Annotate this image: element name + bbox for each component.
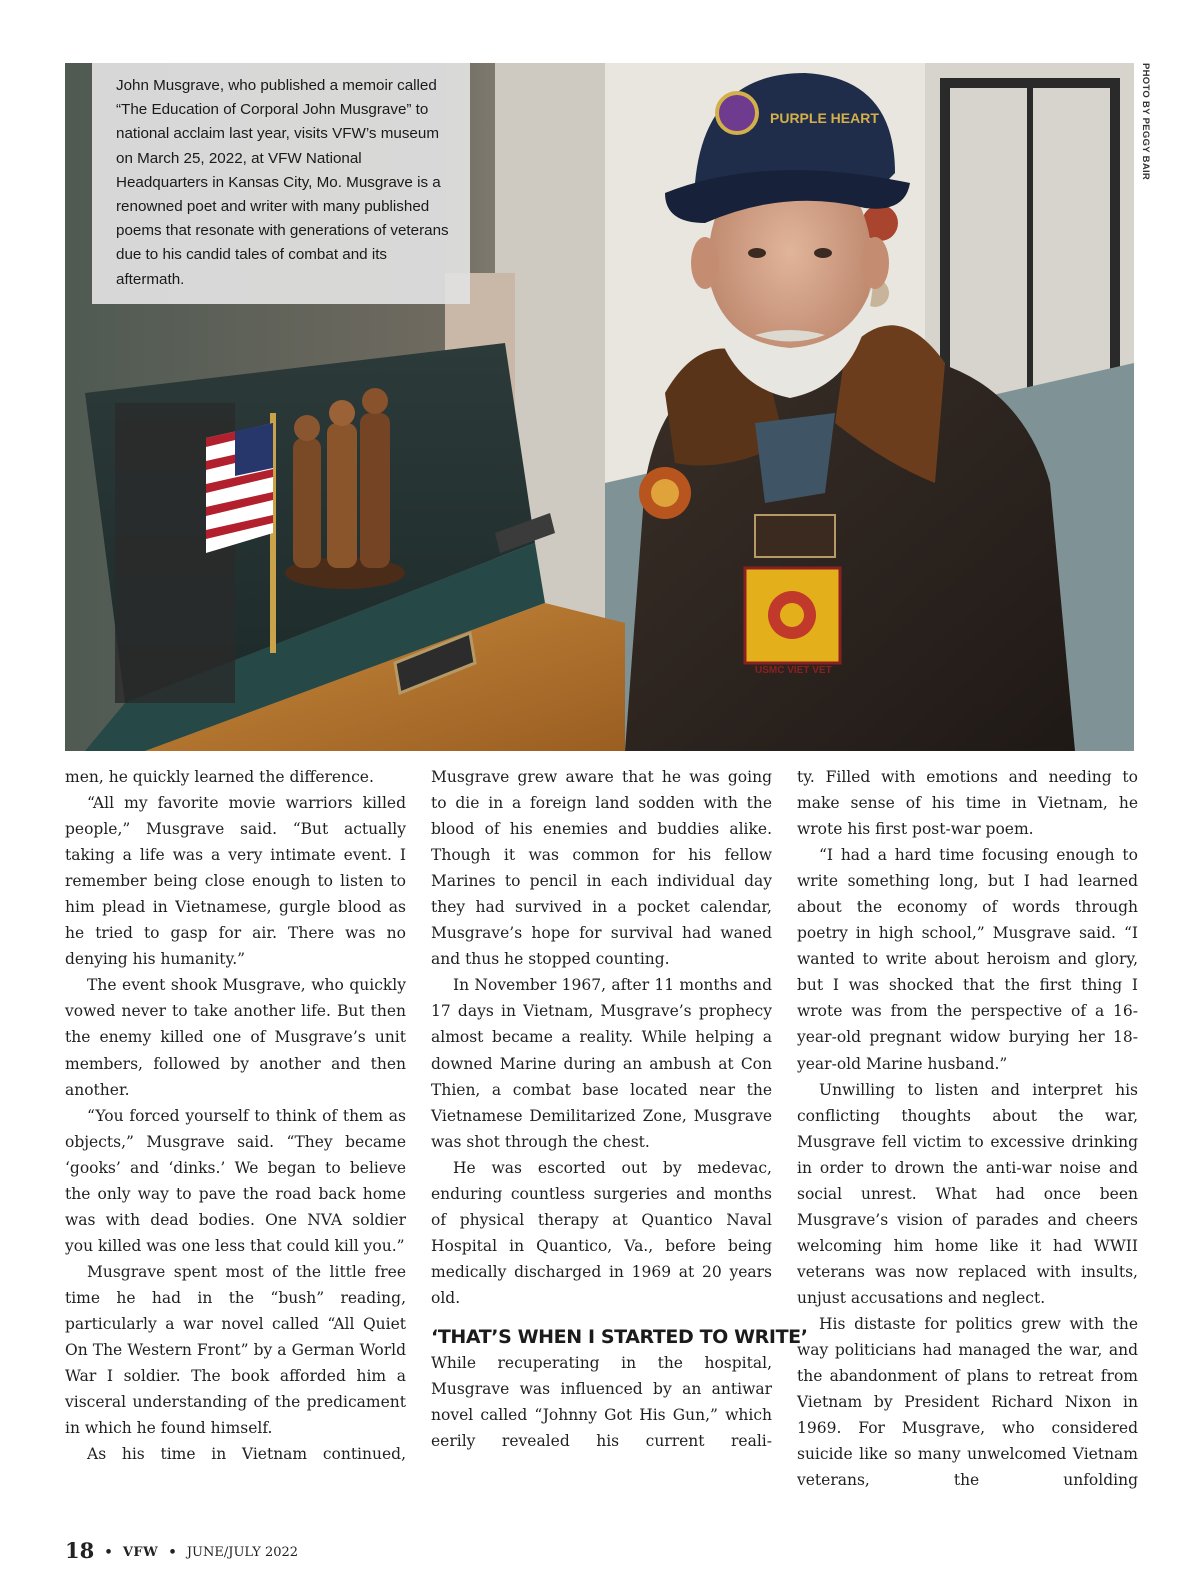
paragraph: ty. Filled with emotions and needing to make sense of his time in Vietnam, he wrote his first post-war poem.	[797, 768, 1138, 839]
paragraph: While recuperating in the hospital, Musgrave was influenced by an antiwar novel called “Johnny Got His Gun,” which eerily revealed his current reali-	[431, 1353, 772, 1451]
article-column-3	[797, 764, 1138, 1493]
page-footer	[65, 1538, 298, 1564]
cap-text: PURPLE HEART	[770, 110, 879, 126]
paragraph: Musgrave grew aware that he was going to die in a foreign land sodden with the blood of his enemies and buddies alike. Though it was common for his fellow Marines to pencil in each individual day they had survived in a pocket calendar, Musgrave’s hope for survival had waned and thus he stopped counting.	[431, 768, 772, 969]
paragraph: “You forced yourself to think of them as objects,” Musgrave said. “They became ‘gooks’ and ‘dinks.’ We began to believe the only way to pave the road back home was with dead bodies. One NVA soldier you killed was one less that could kill you.”	[65, 1106, 406, 1255]
publication-name: VFW	[122, 1545, 159, 1560]
footer-bullet: •	[168, 1545, 177, 1560]
article-column-1	[65, 764, 406, 1467]
paragraph: His distaste for politics grew with the way politicians had managed the war, and the abandonment of plans to retreat from Vietnam by President Richard Nixon in 1969. For Musgrave, who considered suicide like so many unwelcomed Vietnam veterans, the unfolding	[797, 1314, 1138, 1490]
paragraph: “All my favorite movie warriors killed people,” Musgrave said. “But actually taking a life was a very intimate event. I remember being close enough to listen to him plead in Vietnamese, gurgle blood as he tried to gasp for air. There was no denying his humanity.”	[65, 794, 406, 969]
paragraph: He was escorted out by medevac, enduring countless surgeries and months of physical therapy at Quantico Naval Hospital in Quantico, Va., before being medically discharged in 1969 at 20 years old.	[431, 1158, 772, 1307]
photo-credit: PHOTO BY PEGGY BAIR	[1140, 63, 1151, 181]
photo-caption: John Musgrave, who published a memoir called “The Education of Corporal John Musgrave” to national acclaim last year, visits VFW’s museum on March 25, 2022, at VFW National Headquarters in Kansas City, Mo. Musgrave is a renowned poet and writer with many published poems that resonate with generations of veterans due to his candid tales of combat and its aftermath.	[116, 77, 449, 288]
section-subhead: ‘THAT’S WHEN I STARTED TO WRITE’	[431, 1325, 808, 1348]
paragraph: As his time in Vietnam continued,	[87, 1445, 406, 1464]
article-column-2	[431, 764, 808, 1454]
caption-box	[92, 63, 470, 304]
paragraph: Unwilling to listen and interpret his conflicting thoughts about the war, Musgrave fell victim to excessive drinking in order to drown the anti-war noise and social unrest. What had once been Musgrave’s vision of parades and cheers welcoming him home like it had WWII veterans was now replaced with insults, unjust accusations and neglect.	[797, 1080, 1138, 1307]
paragraph: Musgrave spent most of the little free time he had in the “bush” reading, particularly a war novel called “All Quiet On The Western Front” by a German World War I soldier. The book afforded him a visceral understanding of the predicament in which he found himself.	[65, 1262, 406, 1438]
page-number: 18	[65, 1538, 95, 1563]
paragraph: “I had a hard time focusing enough to write something long, but I had learned about the economy of words through poetry in high school,” Musgrave said. “I wanted to write about heroism and glory, but I was shocked that the first thing I wrote was from the perspective of a 16-year-old pregnant widow burying her 18-year-old Marine husband.”	[797, 846, 1138, 1073]
paragraph: men, he quickly learned the difference.	[65, 768, 374, 786]
issue-date: JUNE/JULY 2022	[186, 1545, 299, 1560]
footer-bullet: •	[104, 1545, 113, 1560]
paragraph: In November 1967, after 11 months and 17 days in Vietnam, Musgrave’s prophecy almost became a reality. While helping a downed Marine during an ambush at Con Thien, a combat base located near the Vietnamese Demilitarized Zone, Musgrave was shot through the chest.	[431, 976, 772, 1151]
patch-text: USMC VIET VET	[755, 665, 832, 676]
paragraph: The event shook Musgrave, who quickly vowed never to take another life. But then the enemy killed one of Musgrave’s unit members, followed by another and then another.	[65, 976, 406, 1099]
